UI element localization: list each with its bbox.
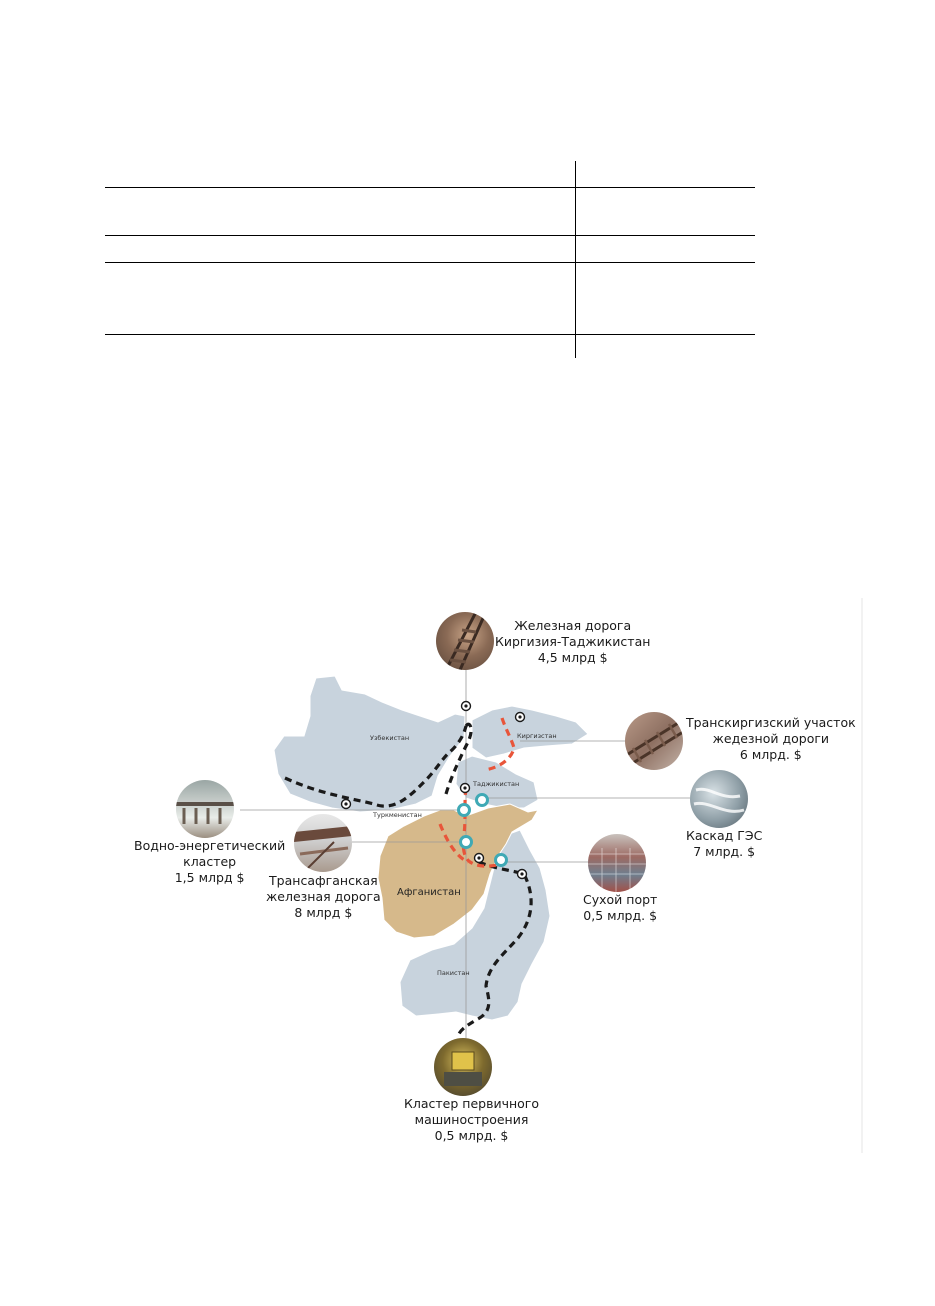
label-rail-kg-tj: Железная дорога Киргизия-Таджикистан 4,5 млрд $: [495, 618, 651, 665]
machinery-photo-icon: [434, 1038, 492, 1096]
country-label-afghanistan: Афганистан: [397, 887, 461, 898]
hydro-cascade-photo-icon: [690, 770, 748, 828]
country-label-turkmenistan: Туркменистан: [373, 811, 422, 819]
country-label-pakistan: Пакистан: [437, 969, 470, 977]
table-row-rule: [105, 262, 755, 263]
label-water-energy: Водно-энергетический кластер 1,5 млрд $: [134, 838, 286, 885]
empty-table: [0, 0, 935, 380]
country-label-tajikistan: Таджикистан: [473, 780, 520, 788]
country-label-uzbekistan: Узбекистан: [370, 734, 410, 742]
label-dry-port: Сухой порт 0,5 млрд. $: [583, 892, 658, 923]
table-row-rule: [105, 187, 755, 188]
railway-photo-icon: [436, 612, 494, 670]
label-transkyrgyz: Транскиргизский участок жедезной дороги 6 млрд. $: [686, 715, 856, 762]
transafghan-railway-photo-icon: [294, 814, 352, 872]
table-column-divider: [575, 161, 576, 358]
water-energy-photo-icon: [176, 780, 234, 838]
label-transafghan: Трансафганская железная дорога 8 млрд $: [266, 873, 381, 920]
label-machinery: Кластер первичного машиностроения 0,5 млрд. $: [404, 1096, 539, 1143]
label-hydro-cascade: Каскад ГЭС 7 млрд. $: [686, 828, 763, 859]
country-label-kyrgyzstan: Киргизстан: [517, 732, 557, 740]
table-row-rule: [105, 235, 755, 236]
table-row-rule: [105, 334, 755, 335]
region-uzbekistan-turkmenistan: [274, 676, 465, 812]
infrastructure-map: [120, 598, 865, 1153]
container-port-photo-icon: [588, 834, 646, 892]
railway-tracks-photo-icon: [625, 712, 683, 770]
